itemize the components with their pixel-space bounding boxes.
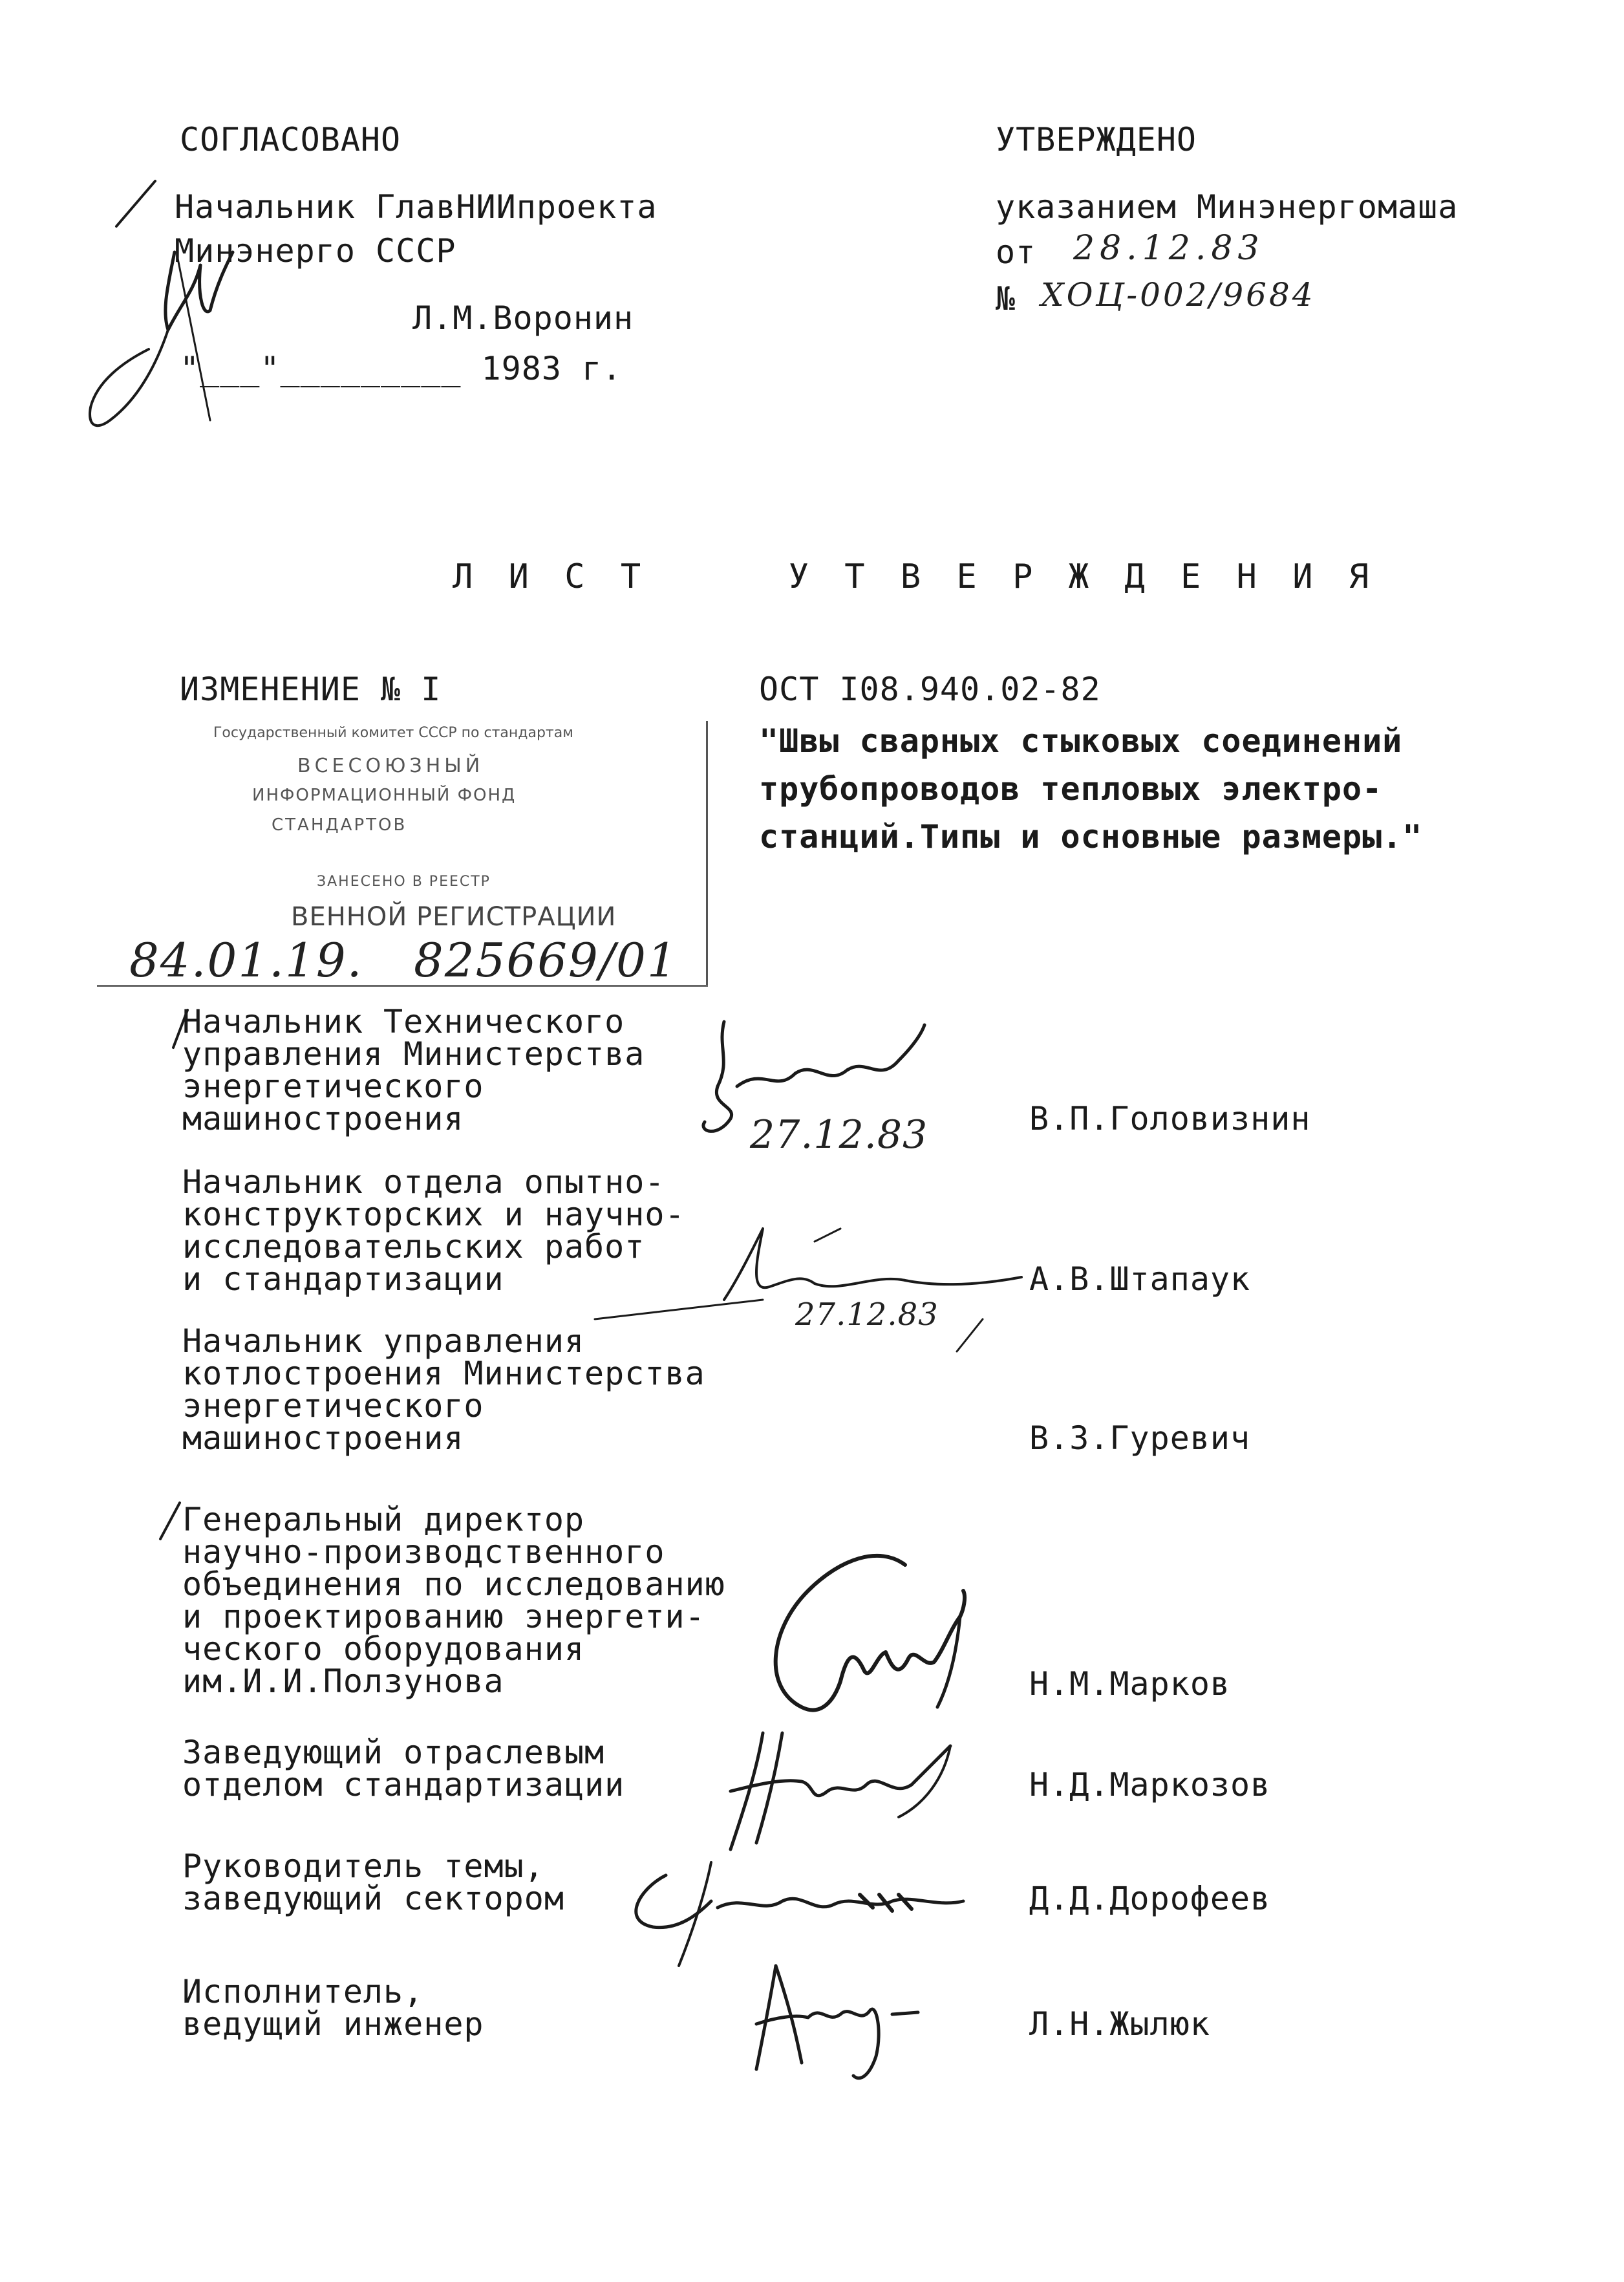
signature-1-date: 27.12.83 [750, 1112, 928, 1157]
signatory-4-line5: ческого оборудования [182, 1630, 585, 1668]
signatory-5-line1: Заведующий отраслевым [182, 1734, 605, 1771]
signatory-5-line2: отделом стандартизации [182, 1766, 625, 1803]
signatory-2-name: А.В.Штапаук [1029, 1260, 1251, 1298]
signatory-4-line3: объединения по исследованию [182, 1566, 725, 1603]
signatory-5-name: Н.Д.Маркозов [1029, 1766, 1271, 1803]
stamp-handwritten-date: 84.01.19. [129, 933, 363, 987]
signatory-7-line2: ведущий инженер [182, 2005, 484, 2043]
document-title: Л И С Т У Т В Е Р Ж Д Е Н И Я [453, 557, 1377, 596]
agreed-position-line2: Минэнерго СССР [175, 232, 456, 270]
approved-date-prefix: от [996, 233, 1036, 271]
signatory-4-line4: и проектированию энергети- [182, 1598, 705, 1635]
standard-title-line1: "Швы сварных стыковых соединений [759, 722, 1403, 760]
signatory-2-line1: Начальник отдела опытно- [182, 1163, 665, 1201]
change-label: ИЗМЕНЕНИЕ № I [180, 671, 442, 708]
signature-7 [737, 1953, 944, 2082]
stamp-border-right [706, 721, 708, 986]
approved-date-handwritten: 28.12.83 [1073, 229, 1265, 268]
signatory-4-name: Н.М.Марков [1029, 1665, 1231, 1703]
signatory-2-line3: исследовательских работ [182, 1228, 645, 1265]
signatory-6-line1: Руководитель темы, [182, 1847, 544, 1885]
signatory-4-line6: им.И.И.Ползунова [182, 1663, 504, 1700]
signatory-3-name: В.З.Гуревич [1029, 1419, 1251, 1457]
signatory-1-line1: Начальник Технического [182, 1003, 625, 1040]
approved-number-prefix: № [996, 280, 1016, 318]
stamp-line1: Государственный комитет СССР по стандартам [213, 725, 573, 741]
approval-agreed-label: СОГЛАСОВАНО [180, 121, 401, 158]
signatory-3-line1: Начальник управления [182, 1322, 585, 1360]
stamp-line6: ВЕННОЙ РЕГИСТРАЦИИ [291, 902, 617, 932]
stamp-line4: СТАНДАРТОВ [272, 815, 407, 835]
signatory-6-name: Д.Д.Дорофеев [1029, 1880, 1271, 1917]
signatory-4-line2: научно-производственного [182, 1533, 665, 1571]
registration-stamp [97, 721, 705, 993]
signatory-2-line2: конструкторских и научно- [182, 1196, 685, 1233]
signatory-2-line4: и стандартизации [182, 1260, 504, 1298]
standard-title-line2: трубопроводов тепловых электро- [759, 770, 1383, 808]
signatory-1-line3: энергетического [182, 1068, 484, 1105]
signatory-7-name: Л.Н.Жылюк [1029, 2005, 1210, 2043]
signatory-3-line4: машиностроения [182, 1419, 464, 1457]
signatory-6-line2: заведующий сектором [182, 1880, 564, 1917]
signatory-1-line2: управления Министерства [182, 1035, 645, 1073]
agreed-date-line: "___"_________ 1983 г. [180, 350, 623, 387]
signatory-7-line1: Исполнитель, [182, 1973, 424, 2010]
signatory-3-line2: котлостроения Министерства [182, 1355, 705, 1392]
slash-mark-4 [154, 1500, 186, 1545]
signatory-3-line3: энергетического [182, 1387, 484, 1425]
agreed-signature [71, 175, 239, 446]
agreed-position-line1: Начальник ГлавНИИпроекта [175, 188, 657, 226]
stamp-line2: ВСЕСОЮЗНЫЙ [297, 755, 484, 777]
signatory-1-line4: машиностроения [182, 1100, 464, 1137]
standard-code: ОСТ I08.940.02-82 [759, 671, 1101, 708]
stamp-line3: ИНФОРМАЦИОННЫЙ ФОНД [252, 786, 517, 805]
approval-approved-label: УТВЕРЖДЕНО [996, 121, 1197, 158]
signature-5 [705, 1720, 976, 1862]
approved-by-line: указанием Минэнергомаша [996, 188, 1458, 226]
signatory-1-name: В.П.Головизнин [1029, 1100, 1311, 1137]
signature-4 [743, 1539, 1015, 1746]
standard-title-line3: станций.Типы и основные размеры." [759, 818, 1423, 856]
signatory-4-line1: Генеральный директор [182, 1501, 585, 1538]
approved-number-handwritten: ХОЦ-002/9684 [1041, 276, 1316, 314]
stamp-handwritten-number: 825669/01 [414, 933, 678, 987]
agreed-signer-name: Л.М.Воронин [412, 299, 634, 337]
stamp-line5: ЗАНЕСЕНО В РЕЕСТР [317, 874, 491, 890]
signature-2-date: 27.12.83 [795, 1297, 939, 1333]
